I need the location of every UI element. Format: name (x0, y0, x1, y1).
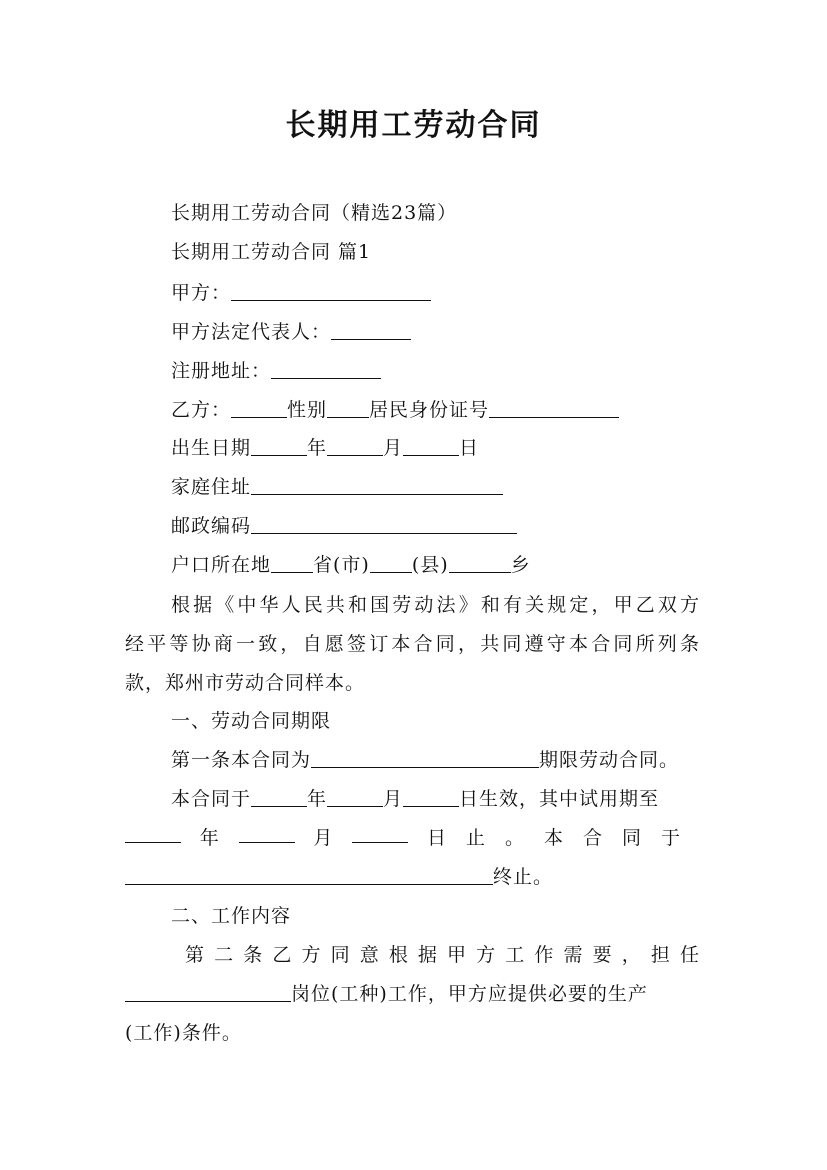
section-heading-work: 二、工作内容 (171, 905, 292, 927)
postal-code-line: 邮政编码 (125, 511, 700, 538)
post-line: 岗位(工种)工作，甲方应提供必要的生产 (125, 979, 700, 1006)
party-b-line: 乙方： 性别 居民身份证号 (125, 395, 700, 422)
section-heading-1: 长期用工劳动合同 篇1 (171, 241, 372, 263)
party-a-rep-blank (331, 320, 411, 340)
effective-date-line: 本合同于 年 月 日生效，其中试用期至 (171, 788, 660, 810)
reg-address-blank (271, 359, 381, 379)
paragraph-line: 根据《中华人民共和国劳动法》和有关规定，甲乙双方 (171, 594, 700, 616)
doc-subtitle: 长期用工劳动合同（精选23篇） (171, 202, 458, 224)
paragraph-line: 款，郑州市劳动合同样本。 (125, 672, 366, 694)
paragraph-line: 经平等协商一致，自愿签订本合同，共同遵守本合同所列条 (125, 633, 700, 655)
hukou-line: 户口所在地 省(市) (县) 乡 (171, 554, 531, 576)
probation-line: 年 月 日止。本合同于 (125, 823, 700, 850)
article-1-line: 第一条本合同为 期限劳动合同。 (171, 749, 680, 771)
party-a-line: 甲方： (125, 278, 700, 305)
reg-address-line: 注册地址： (125, 356, 700, 383)
article-2-line: 第二条乙方同意根据甲方工作需要，担任 (185, 944, 700, 966)
home-address-line: 家庭住址 (125, 472, 700, 499)
party-a-blank (231, 281, 431, 301)
termination-line: 终止。 (125, 862, 700, 889)
party-a-rep-line: 甲方法定代表人： (125, 317, 700, 344)
conditions-line: (工作)条件。 (125, 1022, 242, 1044)
birth-date-line: 出生日期 年 月 日 (171, 437, 480, 459)
section-heading-term: 一、劳动合同期限 (171, 710, 332, 732)
document-title: 长期用工劳动合同 (285, 108, 542, 143)
